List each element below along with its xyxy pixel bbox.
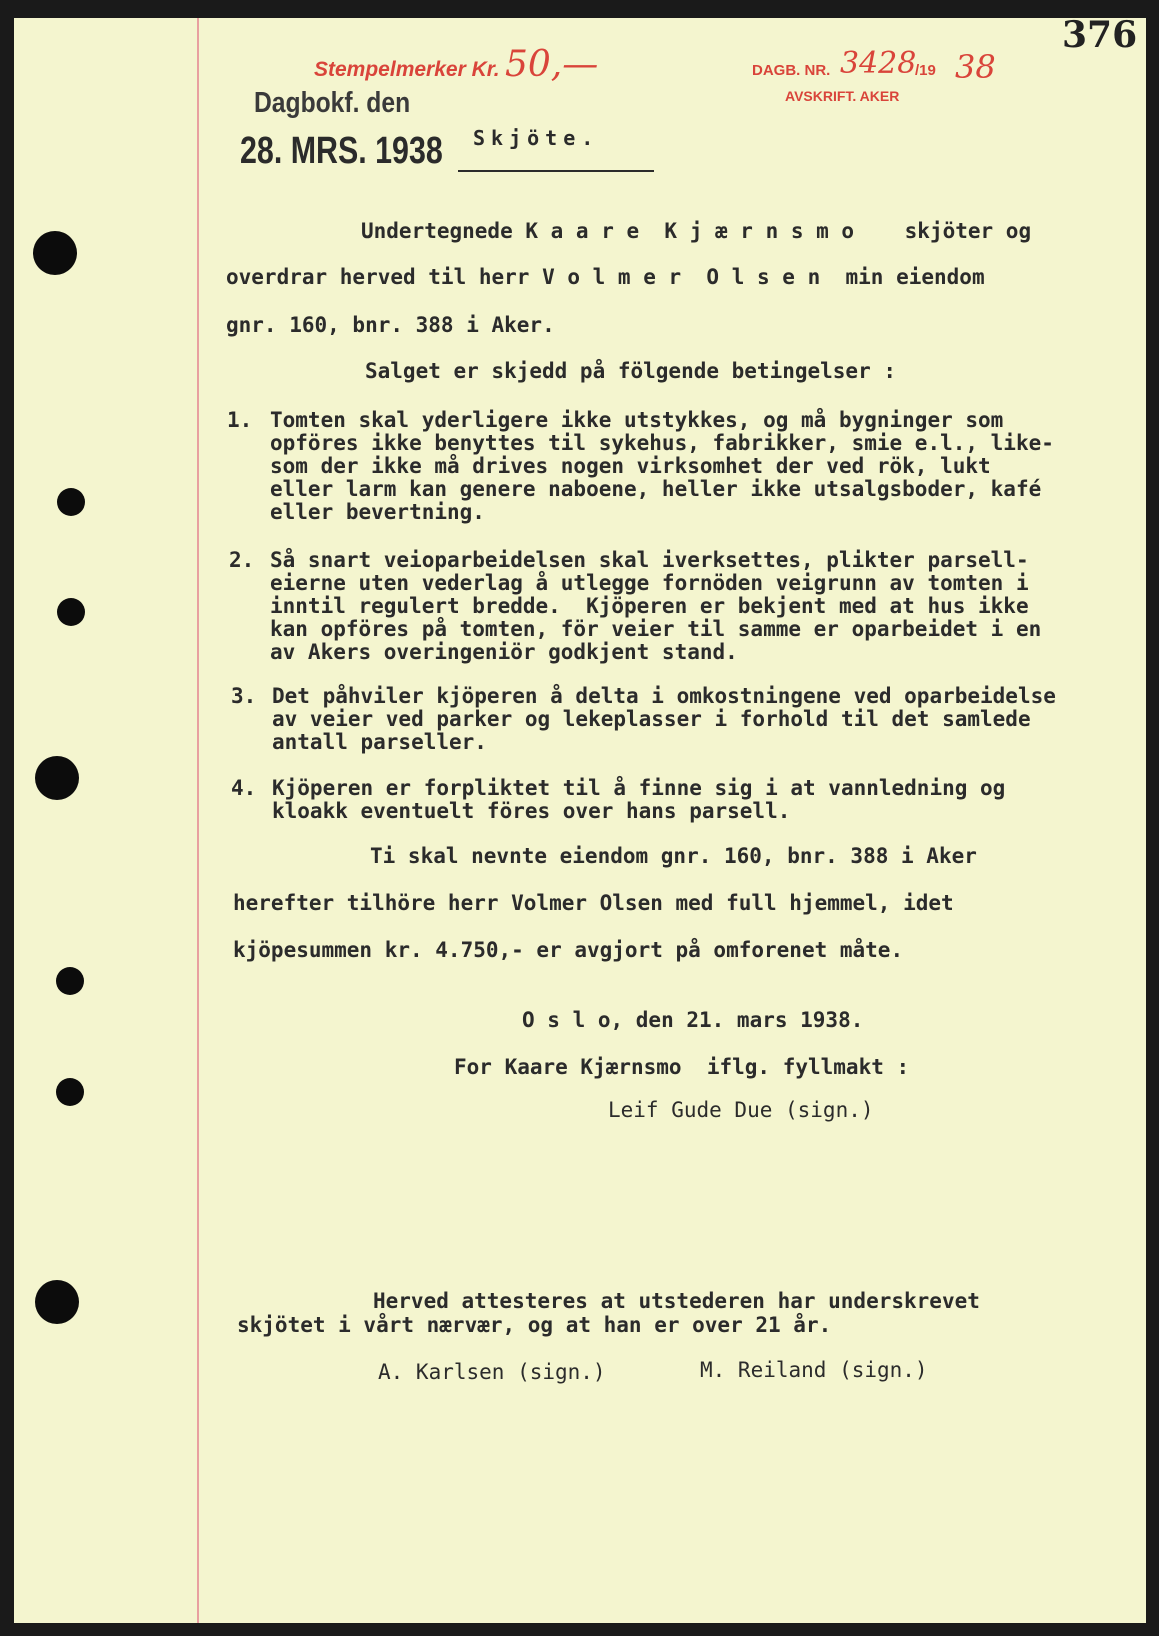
dagbok-date: 28. MRS. 1938	[240, 130, 443, 172]
dagbok-label: Dagbokf. den	[254, 87, 411, 119]
punch-hole	[35, 1280, 79, 1324]
condition-1-line: eller bevertning.	[270, 500, 485, 524]
punch-hole	[57, 598, 85, 626]
condition-number: 4.	[231, 776, 257, 800]
punch-hole	[57, 488, 85, 516]
intro-line-3: gnr. 160, bnr. 388 i Aker.	[226, 313, 555, 337]
condition-3-line: antall parseller.	[272, 730, 487, 754]
attestation-line-1: Herved attesteres at utstederen har underskrevet	[373, 1289, 980, 1313]
conditions-intro: Salget er skjedd på fölgende betingelser :	[365, 359, 897, 383]
condition-1-line: som der ikke må drives nogen virksomhet der ved rök, lukt	[270, 454, 991, 478]
condition-2-line: Så snart veioparbeidelsen skal iverksettes, plikter parsell-	[270, 548, 1029, 572]
punch-hole	[56, 1078, 84, 1106]
attestation-line-2: skjötet i vårt nærvær, og at han er over 21 år.	[237, 1313, 832, 1337]
condition-2-line: eierne uten vederlag å utlegge fornöden veigrunn av tomten i	[270, 571, 1029, 595]
dagb-label: DAGB. NR.	[752, 62, 831, 79]
condition-4-line: Kjöperen er forpliktet til å finne sig i at vannledning og	[272, 776, 1006, 800]
stamp-amount: 50,—	[505, 44, 599, 85]
condition-number: 1.	[227, 408, 253, 432]
closing-line-3: kjöpesummen kr. 4.750,- er avgjort på omforenet måte.	[233, 938, 904, 962]
condition-4-line: kloakk eventuelt föres over hans parsell.	[272, 799, 791, 823]
witness-1: A. Karlsen (sign.)	[378, 1360, 606, 1384]
condition-2-line: av Akers overingeniör godkjent stand.	[270, 640, 738, 664]
condition-number: 2.	[229, 548, 255, 572]
condition-number: 3.	[231, 684, 257, 708]
title-underline	[458, 170, 654, 172]
condition-2-line: inntil regulert bredde. Kjöperen er bekjent med at hus ikke	[270, 594, 1029, 618]
intro-line-2: overdrar herved til herr V o l m e r O l s e n min eiendom	[226, 265, 985, 289]
closing-line-2: herefter tilhöre herr Volmer Olsen med full hjemmel, idet	[233, 891, 954, 915]
signer-name: Leif Gude Due (sign.)	[608, 1098, 874, 1122]
page-number: 376	[1062, 14, 1138, 56]
stamp-label: Stempelmerker Kr.	[314, 58, 500, 81]
dagb-year-prefix: /19	[915, 62, 936, 79]
condition-1-line: eller larm kan genere naboene, heller ikke utsalgsboder, kafé	[270, 477, 1042, 501]
closing-line-1: Ti skal nevnte eiendom gnr. 160, bnr. 388 i Aker	[370, 844, 977, 868]
dagb-number: 3428	[840, 46, 917, 81]
punch-hole	[33, 231, 77, 275]
condition-1-line: opföres ikke benyttes til sykehus, fabrikker, smie e.l., like-	[270, 431, 1054, 455]
condition-2-line: kan opföres på tomten, för veier til samme er oparbeidet i en	[270, 617, 1042, 641]
witness-2: M. Reiland (sign.)	[700, 1358, 928, 1382]
condition-3-line: Det påhviler kjöperen å delta i omkostningene ved oparbeidelse	[272, 684, 1056, 708]
document-title: Skjöte.	[473, 126, 600, 150]
intro-line-1: Undertegnede K a a r e K j æ r n s m o skjöter og	[361, 219, 1032, 243]
avskrift-label: AVSKRIFT. AKER	[785, 88, 900, 104]
dagb-year: 38	[955, 48, 996, 86]
for-line: For Kaare Kjærnsmo iflg. fyllmakt :	[454, 1055, 910, 1079]
punch-hole	[56, 967, 84, 995]
condition-3-line: av veier ved parker og lekeplasser i forhold til det samlede	[272, 707, 1031, 731]
punch-hole	[35, 756, 79, 800]
condition-1-line: Tomten skal yderligere ikke utstykkes, og må bygninger som	[270, 408, 1004, 432]
place-date: O s l o, den 21. mars 1938.	[522, 1008, 864, 1032]
margin-line	[197, 18, 199, 1623]
